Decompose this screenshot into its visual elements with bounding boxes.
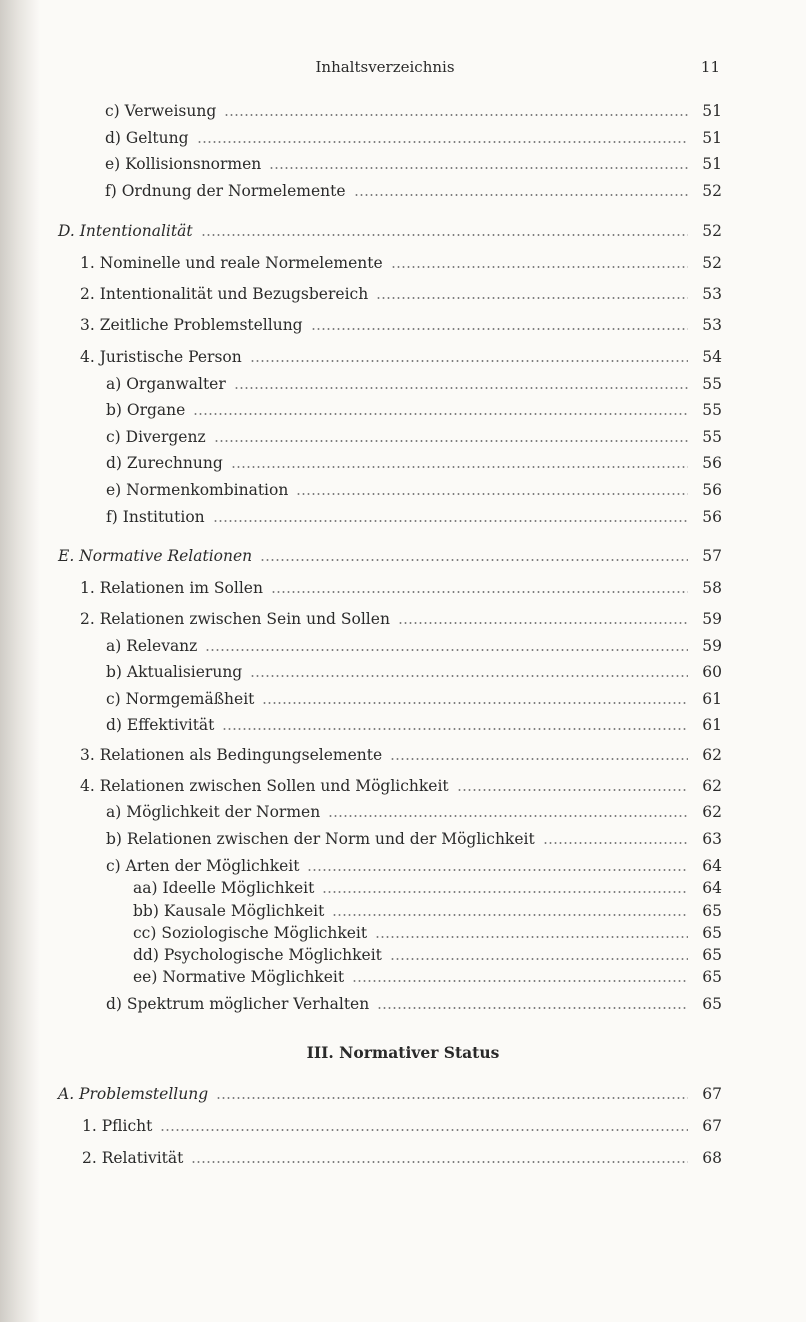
toc-entry-label: 1. Pflicht [82,1117,153,1135]
dot-leader [377,1007,688,1009]
toc-entry [58,220,722,242]
toc-entry [80,346,722,368]
toc-entry-page: 51 [702,129,722,147]
toc-entry-page: 51 [702,102,722,120]
dot-leader [307,869,688,871]
toc-entry-page: 55 [702,401,722,419]
toc-entry-label: 4. Juristische Person [80,348,242,366]
dot-leader [160,1129,688,1131]
toc-entry-page: 55 [702,428,722,446]
toc-entry-label: d) Effektivität [106,716,215,734]
toc-entry-page: 61 [702,716,722,734]
toc-entry-page: 52 [702,254,722,272]
dot-leader [391,266,688,268]
toc-entry [106,688,722,710]
toc-entry-page: 56 [702,481,722,499]
dot-leader [328,815,688,817]
dot-leader [457,789,688,791]
toc-entry-page: 65 [702,902,722,920]
toc-entry [106,661,722,683]
toc-entry-label: e) Kollisionsnormen [105,155,262,173]
dot-leader [231,466,688,468]
toc-entry [80,577,722,599]
toc-entry [82,1147,722,1169]
toc-entry [133,877,722,899]
toc-entry-page: 62 [702,777,722,795]
toc-entry-label: a) Organwalter [106,375,226,393]
page-gutter-shadow [0,0,40,1322]
dot-leader [234,387,688,389]
dot-leader [214,440,688,442]
toc-entry-page: 59 [702,637,722,655]
running-header [0,58,806,82]
toc-entry [106,479,722,501]
toc-entry-page: 59 [702,610,722,628]
toc-entry-label: d) Geltung [105,129,189,147]
toc-entry-label: c) Divergenz [106,428,206,446]
dot-leader [262,702,688,704]
toc-entry [80,744,722,766]
toc-entry-label: c) Verweisung [105,102,217,120]
toc-entry [106,506,722,528]
dot-leader [250,360,688,362]
toc-entry-page: 58 [702,579,722,597]
toc-entry-label: dd) Psychologische Möglichkeit [133,946,382,964]
dot-leader [398,622,688,624]
page-number: 11 [700,58,720,76]
toc-entry [106,714,722,736]
dot-leader [250,675,688,677]
running-title: Inhaltsverzeichnis [315,58,455,76]
toc-entry-label: E. Normative Relationen [58,547,253,565]
toc-entry [106,426,722,448]
toc-entry-label: bb) Kausale Möglichkeit [133,902,325,920]
toc-entry [106,635,722,657]
toc-entry-page: 53 [702,285,722,303]
toc-entry-page: 53 [702,316,722,334]
toc-entry-page: 65 [702,924,722,942]
toc-entry [106,993,722,1015]
dot-leader [376,297,688,299]
toc-entry-page: 68 [702,1149,722,1167]
dot-leader [269,167,688,169]
toc-entry [106,801,722,823]
toc-entry [105,180,722,202]
toc-entry-page: 67 [702,1117,722,1135]
toc-entry-page: 61 [702,690,722,708]
dot-leader [352,980,688,982]
toc-entry-page: 63 [702,830,722,848]
toc-entry-page: 56 [702,508,722,526]
toc-entry-label: 2. Intentionalität und Bezugsbereich [80,285,369,303]
toc-entry-page: 65 [702,968,722,986]
toc-entry-label: 1. Nominelle und reale Normelemente [80,254,383,272]
dot-leader [224,114,688,116]
chapter-heading: III. Normativer Status [306,1043,500,1062]
toc-entry-page: 52 [702,182,722,200]
toc-entry [106,452,722,474]
dot-leader [271,591,688,593]
toc-entry-label: 2. Relativität [82,1149,184,1167]
dot-leader [216,1097,688,1099]
toc-entry-label: f) Ordnung der Normelemente [105,182,346,200]
toc-entry-page: 54 [702,348,722,366]
toc-entry-page: 55 [702,375,722,393]
toc-entry-label: d) Zurechnung [106,454,223,472]
toc-entry-label: cc) Soziologische Möglichkeit [133,924,368,942]
dot-leader [332,914,688,916]
dot-leader [260,559,688,561]
toc-entry [58,545,722,567]
dot-leader [390,958,688,960]
toc-entry [106,399,722,421]
dot-leader [197,141,688,143]
toc-entry [58,1083,722,1105]
toc-entry [106,373,722,395]
toc-entry-label: c) Arten der Möglichkeit [106,857,300,875]
toc-entry-page: 57 [702,547,722,565]
dot-leader [191,1161,688,1163]
toc-entry [105,127,722,149]
toc-entry [133,966,722,988]
toc-entry [106,828,722,850]
toc-entry-label: c) Normgemäßheit [106,690,255,708]
toc-entry-page: 64 [702,857,722,875]
toc-entry-label: 1. Relationen im Sollen [80,579,263,597]
dot-leader [193,413,688,415]
toc-entry-page: 51 [702,155,722,173]
toc-entry [133,922,722,944]
dot-leader [205,649,688,651]
toc-entry-label: 2. Relationen zwischen Sein und Sollen [80,610,390,628]
toc-entry [105,153,722,175]
toc-entry-label: a) Möglichkeit der Normen [106,803,321,821]
toc-entry-label: b) Relationen zwischen der Norm und der Möglichkeit [106,830,535,848]
toc-entry-label: b) Organe [106,401,186,419]
toc-entry-page: 64 [702,879,722,897]
dot-leader [322,891,688,893]
toc-entry-label: aa) Ideelle Möglichkeit [133,879,315,897]
dot-leader [311,328,688,330]
toc-entry [80,252,722,274]
toc-entry-page: 52 [702,222,722,240]
toc-entry [105,100,722,122]
dot-leader [390,758,688,760]
toc-entry [80,608,722,630]
toc-entry-page: 65 [702,946,722,964]
dot-leader [201,234,688,236]
dot-leader [213,520,688,522]
dot-leader [354,194,688,196]
dot-leader [296,493,688,495]
dot-leader [543,842,688,844]
toc-entry-page: 67 [702,1085,722,1103]
toc-entry-label: d) Spektrum möglicher Verhalten [106,995,370,1013]
dot-leader [375,936,688,938]
toc-entry-page: 62 [702,746,722,764]
toc-entry [80,775,722,797]
toc-entry [80,314,722,336]
toc-entry [80,283,722,305]
toc-entry-label: ee) Normative Möglichkeit [133,968,345,986]
toc-entry [106,855,722,877]
toc-entry-label: D. Intentionalität [58,222,193,240]
toc-entry-label: f) Institution [106,508,205,526]
toc-entry-page: 60 [702,663,722,681]
toc-entry-label: b) Aktualisierung [106,663,243,681]
toc-entry-label: e) Normenkombination [106,481,289,499]
toc-entry-page: 56 [702,454,722,472]
toc-entry-label: a) Relevanz [106,637,198,655]
toc-entry-page: 62 [702,803,722,821]
toc-entry-label: A. Problemstellung [58,1085,209,1103]
toc-entry-label: 3. Relationen als Bedingungselemente [80,746,383,764]
toc-entry [82,1115,722,1137]
dot-leader [222,728,688,730]
toc-entry [133,900,722,922]
toc-entry-page: 65 [702,995,722,1013]
toc-entry-label: 4. Relationen zwischen Sollen und Möglichkeit [80,777,449,795]
toc-entry-label: 3. Zeitliche Problemstellung [80,316,303,334]
toc-entry [133,944,722,966]
